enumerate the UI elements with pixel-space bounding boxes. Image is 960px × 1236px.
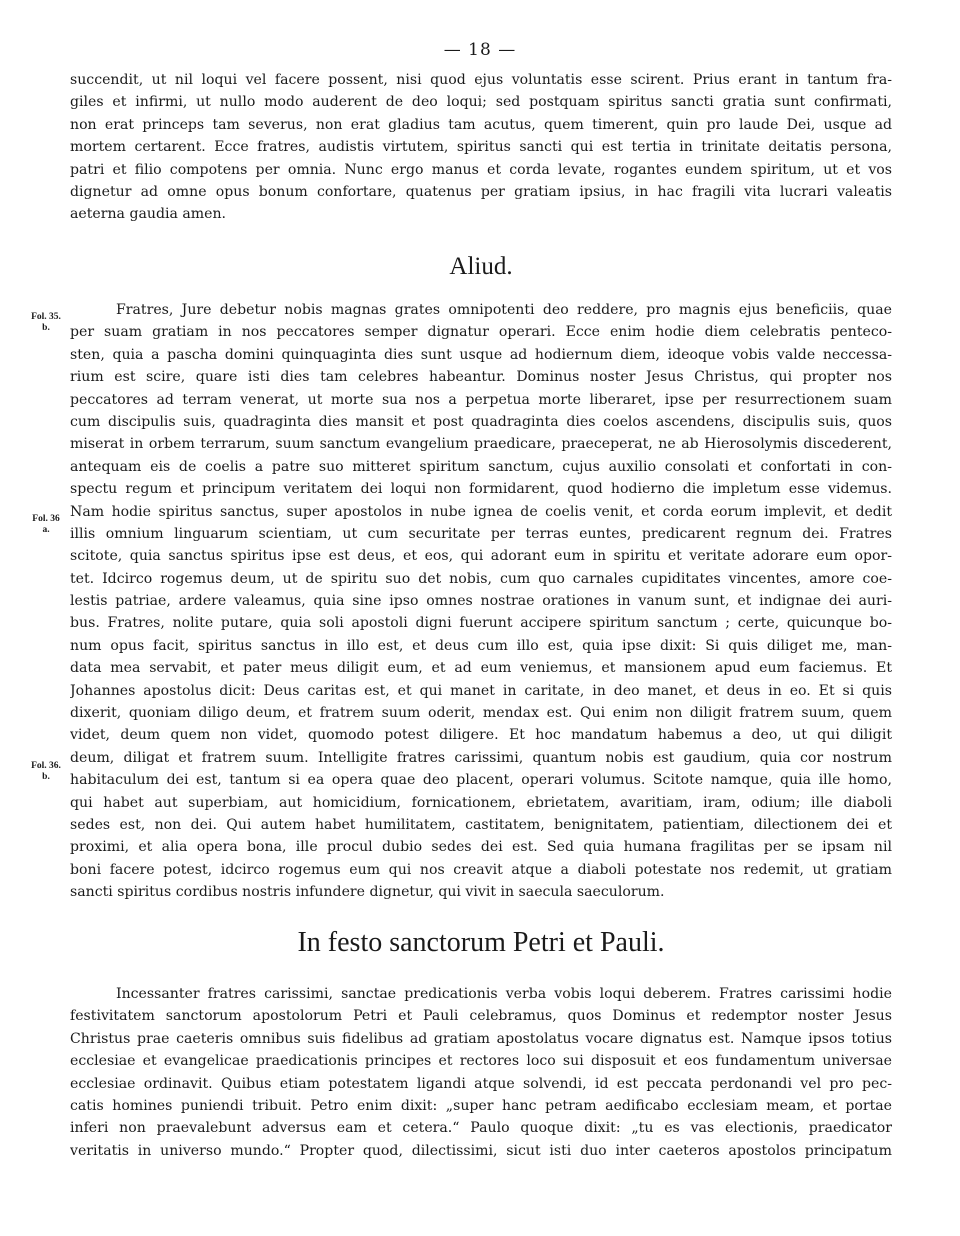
text-line: Incessanter fratres carissimi, sanctae predicationis verba vobis loqui deberem. Fratres carissimi hodie <box>116 986 892 1002</box>
text-line: proximi, et alia opera bona, ille procul dubio sedes dei est. Sed quia humana fragilitas per se ipsam nil <box>70 839 892 856</box>
sermon-petri-pauli-body <box>70 983 892 1162</box>
text-line: deum, diligat et fratrem suum. Intelligite fratres carissimi, quantum nobis est gaudium, quia cor nostrum <box>70 749 892 766</box>
text-line: cum discipulis suis, quadraginta dies mansit et post quadraginta dies coelos ascendens, discipulis suis, quos <box>70 413 892 430</box>
marginal-folio: Fol. 36. <box>31 761 61 771</box>
text-line: catis homines puniendi tribuit. Petro enim dixit: „super hanc petram aedificabo ecclesiam meam, et portae <box>70 1097 892 1114</box>
sermon-aliud-body <box>70 299 892 904</box>
text-line: data mea servabit, et pater meus diligit eum, et ad eum veniemus, et mansionem apud eum faciemus. Et <box>70 660 892 677</box>
text-line: dixerit, quoniam diligo deum, et fratrem suum oderit, mendax est. Qui enim non diligit fratrem suum, quem <box>70 705 892 722</box>
text-line: tet. Idcirco rogemus deum, ut de spiritu suo det nobis, cum quo carnales cupiditates vincentes, amore coe- <box>70 570 892 587</box>
text-line: inferi non praevalebunt adversus eam et cetera.“ Paulo quoque dixit: „tu es vas electionis, praedicator <box>70 1120 892 1137</box>
section-heading-aliud: Aliud. <box>449 253 513 280</box>
marginal-folio: Fol. 35. <box>31 312 61 322</box>
page-number: — 18 — <box>443 40 517 60</box>
text-line: num opus facit, spiritus sanctus in illo est, et deus cum illo est, quia ipse dixit: Si quis diliget me, man- <box>70 637 892 654</box>
text-line: dignetur ad omne opus bonum confortare, quatenus per gratiam ipsius, in hac fragili vita lucrari valeatis <box>70 183 892 200</box>
text-line: succendit, ut nil loqui vel facere possent, nisi quod ejus voluntatis esse scirent. Prius erant in tantum fra- <box>70 72 892 88</box>
paragraph-continuation <box>70 69 892 226</box>
text-line: antequam eis de coelis a patre suo mitteret spiritum sanctum, cujus auxilio consolati et confortati in con- <box>70 458 892 475</box>
marginal-side: b. <box>42 772 50 782</box>
text-line: mortem certarent. Ecce fratres, audistis virtutem, spiritus sancti qui est tertia in trinitate deitatis persona, <box>70 139 892 156</box>
text-line: lestis patriae, ardere valeamus, quia sine ipso omnes nostrae orationes in vanum sunt, et indignae dei auri- <box>70 593 892 610</box>
text-line: ecclesiae et evangelicae praedicationis principes et rectores loco sui disposuit et eos fundamentum universae <box>70 1053 892 1070</box>
text-line: Fratres, Jure debetur nobis magnas grates omnipotenti deo reddere, pro magnis ejus beneficiis, quae <box>116 302 892 318</box>
marginal-note-fol-35b <box>26 312 66 334</box>
marginal-side: b. <box>42 323 50 333</box>
text-line: rium est scire, quare isti dies tam celebres habeantur. Dominus noster Jesus Christus, qui propter nos <box>70 369 892 386</box>
marginal-note-fol-36a <box>26 514 66 536</box>
text-line: veritatis in universo mundo.“ Propter quod, dilectissimi, sicut isti duo inter caeteros apostolos principatum <box>70 1142 892 1159</box>
text-line: Johannes apostolus dicit: Deus caritas est, et qui manet in caritate, in deo manet, et deus in eo. Et si quis <box>70 682 892 699</box>
text-line: per suam gratiam in nos peccatores semper dignatur operari. Ecce enim hodie diem celebratis penteco- <box>70 324 892 341</box>
text-line: peccatores ad terram venerat, ut morte sua nos a perpetua morte liberaret, ipse per resurrectionem suam <box>70 391 892 408</box>
text-line: scitote, quia sanctus spiritus ipse est deus, et eos, qui adorant eum in spiritu et veritate adorare eum opor- <box>70 548 892 565</box>
text-line: sancti spiritus cordibus nostris infundere dignetur, qui vivit in saecula saeculorum. <box>70 884 665 901</box>
text-line: ecclesiae ordinavit. Quibus etiam potestatem ligandi atque solvendi, id est peccata perdonandi vel pro pec- <box>70 1075 892 1092</box>
text-line: bus. Fratres, nolite putare, quia soli apostoli digni fuerunt accipere spiritum sanctum ; certe, quicunque bo- <box>70 615 892 632</box>
marginal-folio: Fol. 36 <box>32 514 60 524</box>
section-heading-petri-pauli: In festo sanctorum Petri et Pauli. <box>297 927 665 958</box>
text-line: Nam hodie spiritus sanctus, super apostolos in nube ignea de coelis venit, et corda eorum implevit, et dedit <box>70 503 892 520</box>
marginal-side: a. <box>42 525 50 535</box>
text-line: miserat in orbem terrarum, suum sanctum evangelium praedicare, praeceperat, ne ab Hierosolymis discederent, <box>70 436 892 453</box>
text-line: habitaculum dei est, tantum si ea opera quae deo placent, operari volumus. Scitote namque, quia ille homo, <box>70 772 892 789</box>
text-line: boni facere potest, idcirco rogemus eum qui nos creavit atque a diaboli potestate nos redemit, ut gratiam <box>70 861 892 878</box>
text-line: illis omnium linguarum scientiam, ut cum securitate per terras euntes, predicarent regnum dei. Fratres <box>70 525 892 542</box>
text-line: giles et infirmi, ut nullo modo auderent de deo loqui; sed postquam spiritus sancti gratia sunt confirmati, <box>70 94 892 111</box>
text-line: qui habet aut superbiam, aut homicidium, fornicationem, ebrietatem, avaritiam, iram, odium; ille diaboli <box>70 794 892 811</box>
text-line: festivitatem sanctorum apostolorum Petri et Pauli celebramus, quos Dominus et redemptor noster Jesus <box>70 1008 892 1025</box>
text-line: videt, deum quem non videt, quomodo potest diligere. Et hoc mandatum habemus a deo, ut qui diligit <box>70 727 892 744</box>
text-line: sten, quia a pascha domini quinquaginta dies sunt usque ad hodiernum diem, ideoque vobis valde neccessa- <box>70 346 892 363</box>
text-line: aeterna gaudia amen. <box>70 206 227 223</box>
text-line: Christus prae caeteris omnibus suis fidelibus ad gratiam apostolatus vocare dignatus est. Namque ipsos totius <box>70 1030 892 1047</box>
text-line: sedes est, non dei. Qui autem habet humilitatem, castitatem, benignitatem, patientiam, dilectionem dei et <box>70 816 892 833</box>
marginal-note-fol-36b <box>26 761 66 783</box>
text-line: patri et filio compotens per omnia. Nunc ergo manus et corda levate, rogantes eundem spiritum, ut et vos <box>70 161 892 178</box>
text-line: spectu regum et principum veritatem dei loqui non formidarent, quod hodierno die impletum esse videmus. <box>70 481 892 498</box>
text-line: non erat princeps tam severus, non erat gladius tam acutus, quem timerent, quin pro laude Dei, usque ad <box>70 116 892 133</box>
